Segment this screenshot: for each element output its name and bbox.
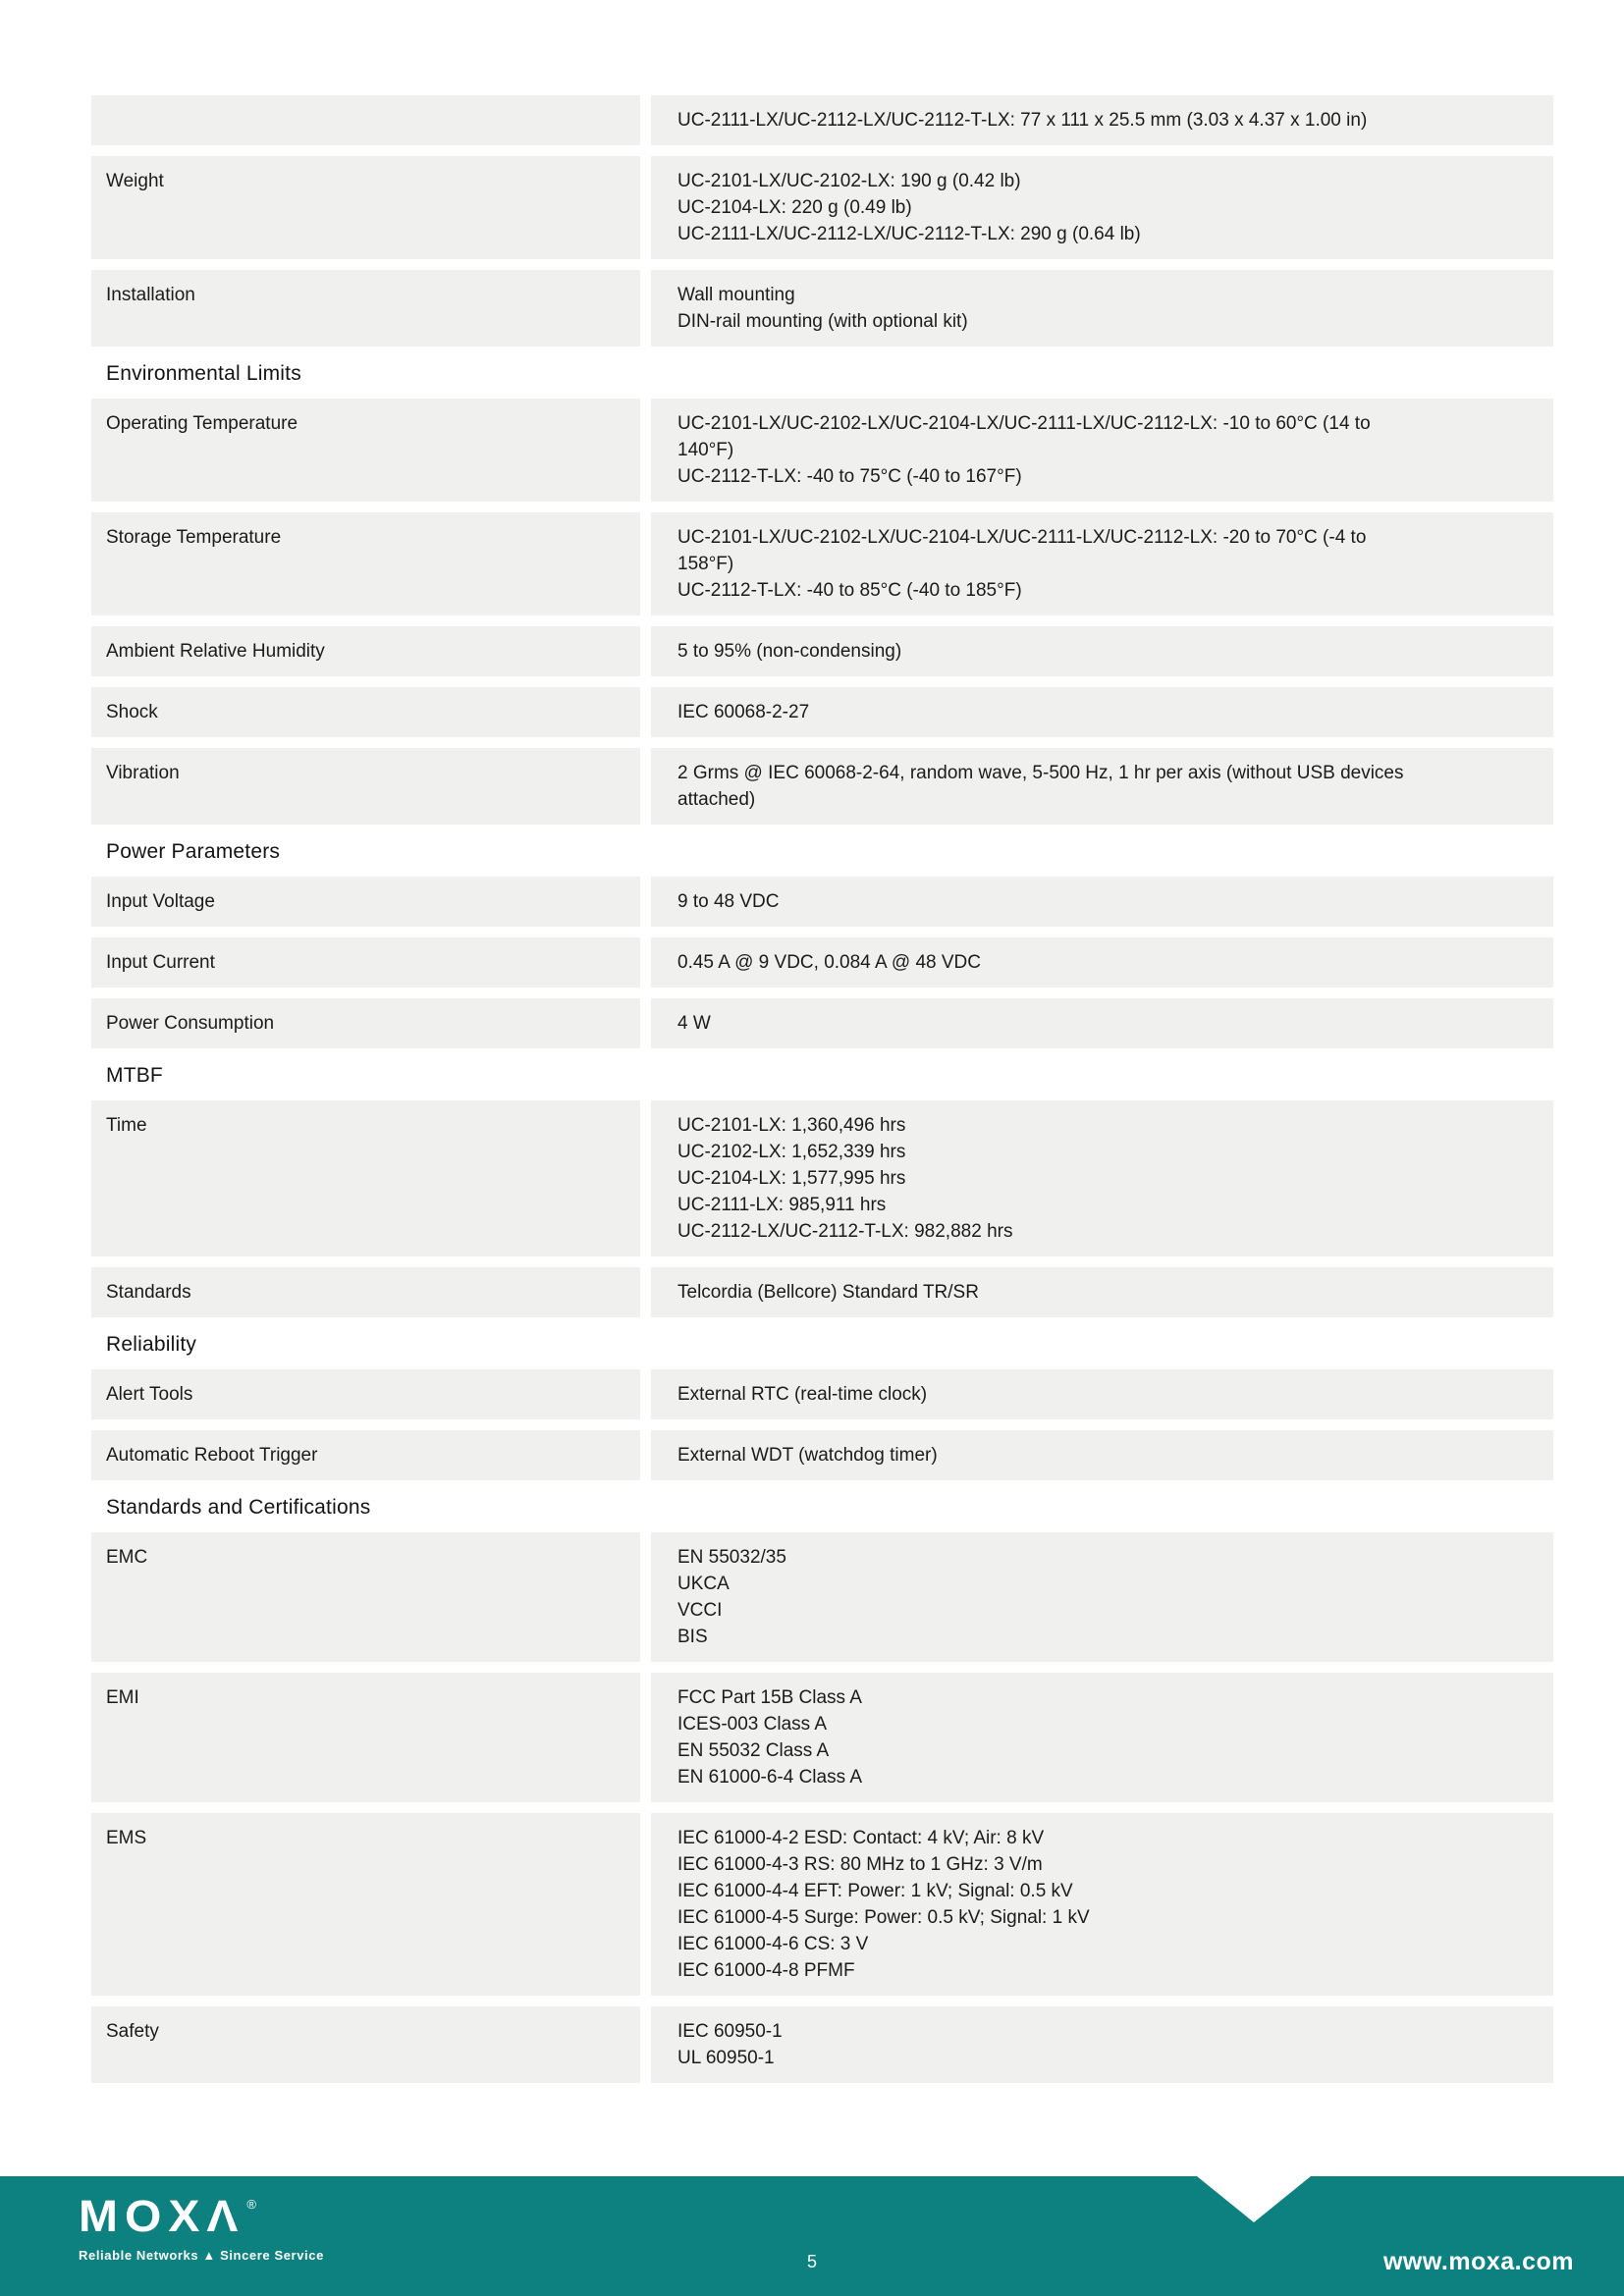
spec-label: Time bbox=[91, 1100, 640, 1256]
spec-row bbox=[91, 1532, 1553, 1662]
spec-row bbox=[91, 1369, 1553, 1419]
spec-value-line: ICES-003 Class A bbox=[677, 1714, 828, 1735]
spec-label: Installation bbox=[91, 270, 640, 347]
spec-value-line: UC-2101-LX: 1,360,496 hrs bbox=[677, 1115, 906, 1136]
spec-value-line: UC-2101-LX/UC-2102-LX: 190 g (0.42 lb) bbox=[677, 171, 1021, 191]
registered-trademark-icon: ® bbox=[246, 2197, 256, 2212]
spec-row bbox=[91, 937, 1553, 988]
spec-value bbox=[651, 95, 1553, 145]
spec-value-line: 9 to 48 VDC bbox=[677, 891, 780, 912]
spec-value-line: IEC 60068-2-27 bbox=[677, 702, 810, 722]
spec-value-line: IEC 61000-4-6 CS: 3 V bbox=[677, 1934, 869, 1954]
spec-value bbox=[651, 399, 1553, 502]
spec-value-line: Telcordia (Bellcore) Standard TR/SR bbox=[677, 1282, 979, 1303]
spec-value-line: 4 W bbox=[677, 1013, 711, 1034]
spec-value-line: Wall mounting bbox=[677, 285, 795, 305]
spec-value-line: 2 Grms @ IEC 60068-2-64, random wave, 5-500 Hz, 1 hr per axis (without USB devices bbox=[677, 763, 1404, 783]
spec-value-line: UC-2101-LX/UC-2102-LX/UC-2104-LX/UC-2111-LX/UC-2112-LX: -10 to 60°C (14 to bbox=[677, 413, 1371, 434]
spec-label: Standards bbox=[91, 1267, 640, 1317]
moxa-logo-text: MOXΛ bbox=[79, 2192, 245, 2242]
spec-value bbox=[651, 998, 1553, 1048]
spec-value bbox=[651, 1532, 1553, 1662]
spec-value-line: VCCI bbox=[677, 1600, 723, 1621]
section-title: MTBF bbox=[106, 1064, 163, 1087]
spec-row bbox=[91, 1267, 1553, 1317]
section-title: Environmental Limits bbox=[106, 362, 301, 385]
spec-value-line: UL 60950-1 bbox=[677, 2048, 775, 2068]
spec-label: EMS bbox=[91, 1813, 640, 1996]
spec-value-line: IEC 60950-1 bbox=[677, 2021, 783, 2042]
moxa-tagline: Reliable Networks ▲ Sincere Service bbox=[79, 2248, 324, 2263]
section-title: Reliability bbox=[106, 1333, 197, 1356]
spec-value bbox=[651, 1267, 1553, 1317]
spec-value-line: External WDT (watchdog timer) bbox=[677, 1445, 938, 1466]
spec-label: Storage Temperature bbox=[91, 512, 640, 615]
spec-value bbox=[651, 1430, 1553, 1480]
spec-value-line: IEC 61000-4-8 PFMF bbox=[677, 1960, 855, 1981]
spec-table bbox=[91, 95, 1553, 2094]
spec-value bbox=[651, 626, 1553, 676]
spec-value-line: UC-2112-T-LX: -40 to 85°C (-40 to 185°F) bbox=[677, 580, 1022, 601]
spec-value bbox=[651, 2006, 1553, 2083]
spec-label bbox=[91, 95, 640, 145]
spec-value-line: UC-2112-LX/UC-2112-T-LX: 982,882 hrs bbox=[677, 1221, 1013, 1242]
spec-label: Input Voltage bbox=[91, 877, 640, 927]
spec-value-line: 0.45 A @ 9 VDC, 0.084 A @ 48 VDC bbox=[677, 952, 981, 973]
spec-value bbox=[651, 937, 1553, 988]
spec-value bbox=[651, 1673, 1553, 1802]
spec-label: Weight bbox=[91, 156, 640, 259]
spec-row bbox=[91, 399, 1553, 502]
spec-value-line: BIS bbox=[677, 1627, 708, 1647]
spec-row bbox=[91, 2006, 1553, 2083]
spec-value bbox=[651, 748, 1553, 825]
spec-value-line: IEC 61000-4-4 EFT: Power: 1 kV; Signal: 0.5 kV bbox=[677, 1881, 1073, 1901]
footer-band bbox=[0, 2176, 1624, 2296]
spec-value-line: UC-2104-LX: 220 g (0.49 lb) bbox=[677, 197, 912, 218]
spec-value-line: UC-2101-LX/UC-2102-LX/UC-2104-LX/UC-2111-LX/UC-2112-LX: -20 to 70°C (-4 to bbox=[677, 527, 1367, 548]
spec-value-line: UC-2111-LX: 985,911 hrs bbox=[677, 1195, 887, 1215]
spec-value-line: UC-2104-LX: 1,577,995 hrs bbox=[677, 1168, 906, 1189]
spec-value-line: UC-2102-LX: 1,652,339 hrs bbox=[677, 1142, 906, 1162]
spec-value bbox=[651, 156, 1553, 259]
spec-label: Input Current bbox=[91, 937, 640, 988]
spec-label: Shock bbox=[91, 687, 640, 737]
spec-row bbox=[91, 998, 1553, 1048]
spec-value-line: EN 55032/35 bbox=[677, 1547, 786, 1568]
spec-value-line: IEC 61000-4-5 Surge: Power: 0.5 kV; Signal: 1 kV bbox=[677, 1907, 1090, 1928]
spec-row bbox=[91, 270, 1553, 347]
spec-value bbox=[651, 1100, 1553, 1256]
spec-row bbox=[91, 156, 1553, 259]
spec-row bbox=[91, 1813, 1553, 1996]
spec-value-line: External RTC (real-time clock) bbox=[677, 1384, 928, 1405]
spec-value-line: IEC 61000-4-3 RS: 80 MHz to 1 GHz: 3 V/m bbox=[677, 1854, 1043, 1875]
spec-value bbox=[651, 1369, 1553, 1419]
section-title: Standards and Certifications bbox=[106, 1496, 371, 1519]
spec-row bbox=[91, 877, 1553, 927]
spec-label: Safety bbox=[91, 2006, 640, 2083]
spec-value-line: UC-2111-LX/UC-2112-LX/UC-2112-T-LX: 77 x 111 x 25.5 mm (3.03 x 4.37 x 1.00 in) bbox=[677, 110, 1368, 131]
spec-row bbox=[91, 687, 1553, 737]
spec-value-line: DIN-rail mounting (with optional kit) bbox=[677, 311, 968, 332]
spec-label: EMC bbox=[91, 1532, 640, 1662]
spec-label: Vibration bbox=[91, 748, 640, 825]
spec-value bbox=[651, 687, 1553, 737]
spec-label: Alert Tools bbox=[91, 1369, 640, 1419]
spec-row bbox=[91, 1100, 1553, 1256]
spec-value-line: FCC Part 15B Class A bbox=[677, 1687, 862, 1708]
spec-value-line: EN 55032 Class A bbox=[677, 1740, 830, 1761]
spec-value-line: attached) bbox=[677, 789, 756, 810]
spec-row bbox=[91, 512, 1553, 615]
spec-label: Ambient Relative Humidity bbox=[91, 626, 640, 676]
spec-value-line: EN 61000-6-4 Class A bbox=[677, 1767, 862, 1788]
spec-value bbox=[651, 512, 1553, 615]
spec-value bbox=[651, 877, 1553, 927]
spec-label: EMI bbox=[91, 1673, 640, 1802]
page-number: 5 bbox=[806, 2252, 817, 2271]
spec-value-line: 140°F) bbox=[677, 440, 734, 460]
spec-value-line: 158°F) bbox=[677, 554, 734, 574]
spec-value-line: UKCA bbox=[677, 1574, 730, 1594]
spec-label: Automatic Reboot Trigger bbox=[91, 1430, 640, 1480]
spec-value-line: IEC 61000-4-2 ESD: Contact: 4 kV; Air: 8 kV bbox=[677, 1828, 1045, 1848]
spec-value bbox=[651, 1813, 1553, 1996]
spec-row bbox=[91, 1673, 1553, 1802]
spec-row bbox=[91, 626, 1553, 676]
spec-value-line: 5 to 95% (non-condensing) bbox=[677, 641, 902, 662]
footer-notch-triangle bbox=[1197, 2176, 1311, 2222]
spec-row bbox=[91, 95, 1553, 145]
spec-row bbox=[91, 748, 1553, 825]
website-url: www.moxa.com bbox=[1382, 2248, 1574, 2275]
spec-value-line: UC-2112-T-LX: -40 to 75°C (-40 to 167°F) bbox=[677, 466, 1022, 487]
section-title: Power Parameters bbox=[106, 840, 281, 863]
spec-label: Operating Temperature bbox=[91, 399, 640, 502]
spec-label: Power Consumption bbox=[91, 998, 640, 1048]
spec-value-line: UC-2111-LX/UC-2112-LX/UC-2112-T-LX: 290 g (0.64 lb) bbox=[677, 224, 1141, 244]
spec-row bbox=[91, 1430, 1553, 1480]
spec-value bbox=[651, 270, 1553, 347]
